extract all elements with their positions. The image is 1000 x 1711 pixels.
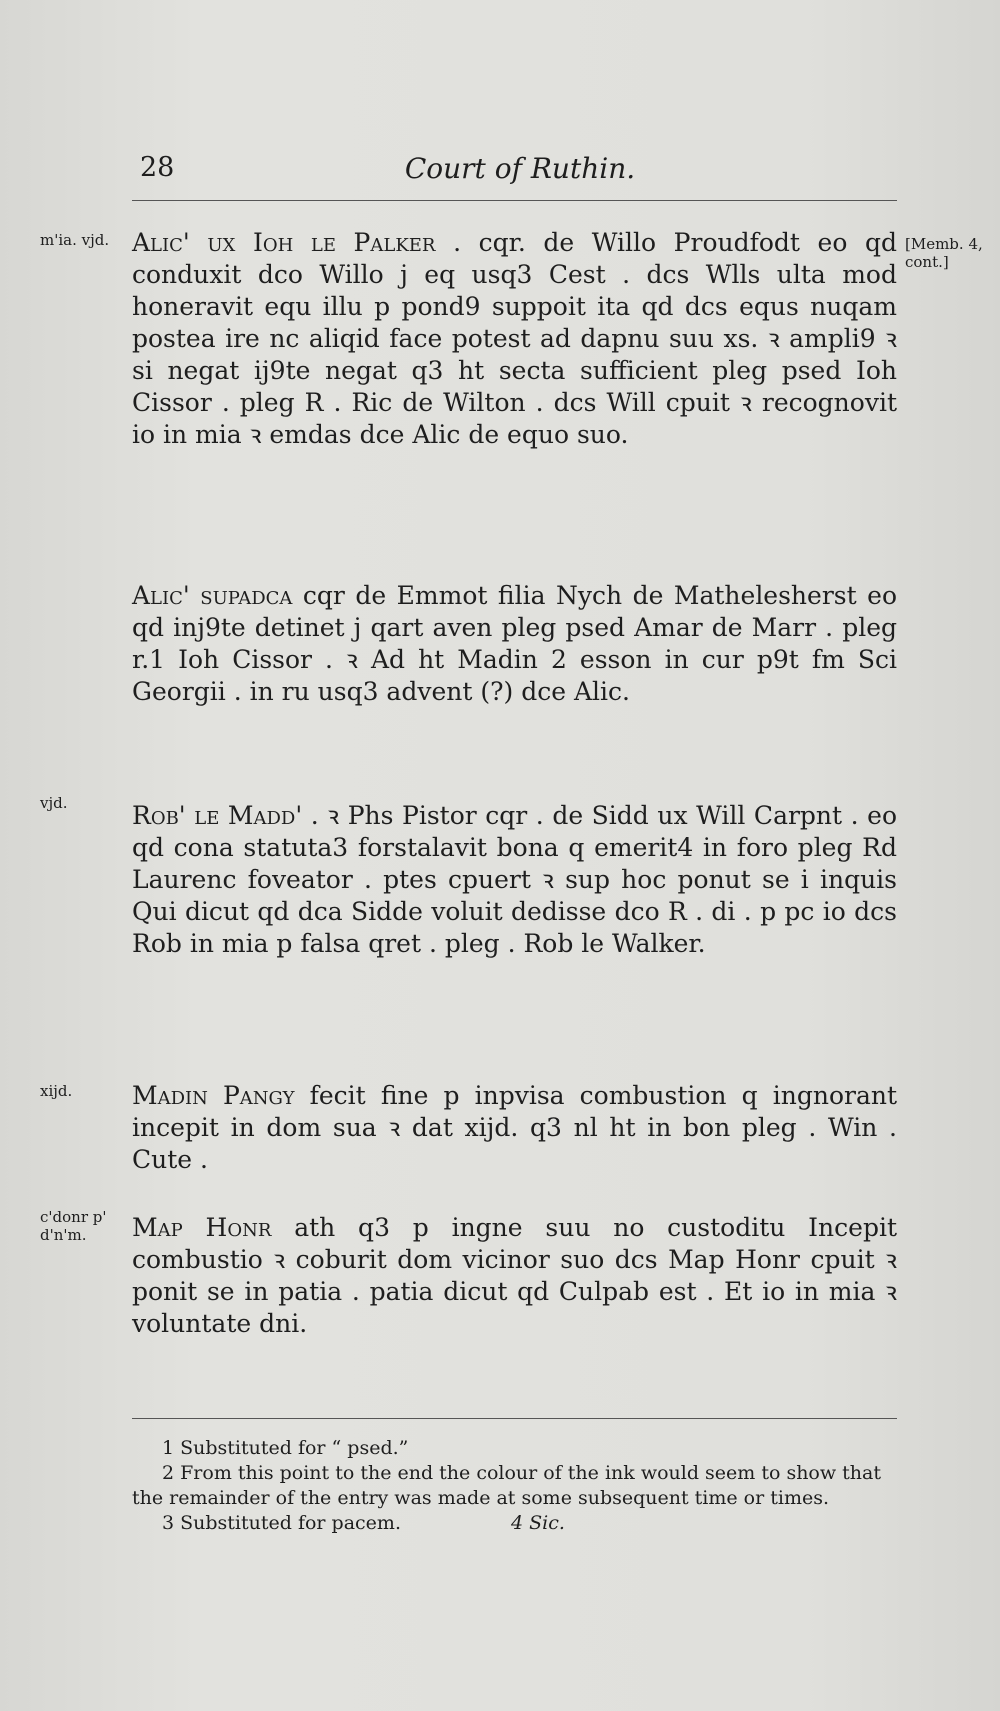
entry-text — [132, 227, 897, 451]
footnote-3 — [132, 1511, 902, 1536]
margin-note: m'ia. vjd. — [40, 231, 110, 249]
footnote-3-text: 3 Substituted for pacem. — [162, 1512, 401, 1534]
entry-lead: Rob' le Madd' — [132, 801, 303, 830]
entry-body: cqr de Emmot filia Nych de Mathelesherst eo qd inj9te detinet j qart aven pleg psed Amar de Marr . pleg r.1 Ioh Cissor . ꝛ Ad ht Madin 2 esson in cur p9t fm Sci Georgii . in ru usq3 advent (?) dce Alic. — [132, 581, 897, 706]
entry-lead: Alic' ux Ioh le Palker — [132, 228, 436, 257]
footnote-2: 2 From this point to the end the colour of the ink would seem to show that the remainder of the entry was made at some subsequent time or times. — [132, 1462, 882, 1509]
header-rule — [132, 200, 897, 201]
entry-body: . ꝛ Phs Pistor cqr . de Sidd ux Will Carpnt . eo qd cona statuta3 forstalavit bona q emerit4 in foro pleg Rd Laurenc foveator . ptes cpuert ꝛ sup hoc ponut se i inquis Qui dicut qd dca Sidde voluit dedisse dco R . di . p pc io dcs Rob in mia p falsa qret . pleg . Rob le Walker. — [132, 801, 897, 958]
footnotes — [132, 1436, 902, 1536]
margin-note: c'donr p' d'n'm. — [40, 1208, 107, 1244]
entry-text — [132, 1212, 897, 1340]
entry-body: ath q3 p ingne suu no custoditu Incepit combustio ꝛ coburit dom vicinor suo dcs Map Honr cpuit ꝛ ponit se in patia . patia dicut qd Culpab est . Et io in mia ꝛ voluntate dni. — [132, 1213, 897, 1338]
entry-text — [132, 580, 897, 708]
page-header — [140, 152, 900, 192]
entry-body: . cqr. de Willo Proudfodt eo qd conduxit dco Willo j eq usq3 Cest . dcs Wlls ulta mod honeravit equ illu p pond9 suppoit ita qd dcs equs nuqam postea ire nc aliqid face potest ad dapnu suu xs. ꝛ ampli9 ꝛ si negat ij9te negat q3 ht secta sufficient pleg psed Ioh Cissor . pleg R . Ric de Wilton . dcs Will cpuit ꝛ recognovit io in mia ꝛ emdas dce Alic de equo suo. — [132, 228, 898, 449]
margin-note: vjd. — [40, 794, 68, 812]
entry-body: fecit fine p inpvisa combustion q ingnorant incepit in dom sua ꝛ dat xijd. q3 nl ht in bon pleg . Win . Cute . — [132, 1081, 897, 1174]
entry-text — [132, 800, 897, 960]
entry-text — [132, 1080, 897, 1176]
entry-lead: Madin Pangy — [132, 1081, 295, 1110]
running-title: Court of Ruthin. — [404, 152, 636, 185]
footnote-4: 4 Sic. — [510, 1512, 565, 1534]
margin-note: xijd. — [40, 1082, 73, 1100]
entry-lead: Map Honr — [132, 1213, 272, 1242]
page-number: 28 — [140, 152, 175, 183]
membrane-reference: [Memb. 4, cont.] — [905, 235, 983, 271]
entry-lead: Alic' supadca — [132, 581, 293, 610]
footnote-1: 1 Substituted for “ psed.” — [162, 1437, 409, 1459]
footnote-rule — [132, 1418, 897, 1419]
